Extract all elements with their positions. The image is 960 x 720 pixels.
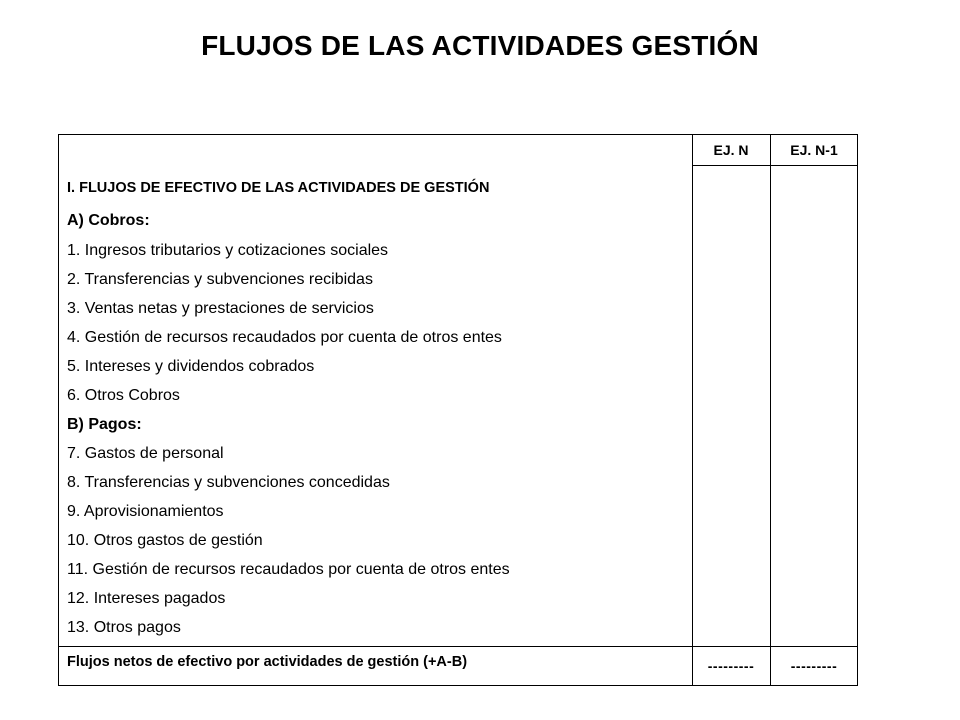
column-divider (770, 135, 771, 686)
row-item: 12. Intereses pagados (67, 590, 226, 607)
pagos-heading: B) Pagos: (67, 416, 142, 433)
row-item: 6. Otros Cobros (67, 387, 180, 404)
column-header-previous-year: EJ. N-1 (790, 142, 838, 158)
net-flow-current-value: --------- (707, 658, 755, 674)
row-item: 9. Aprovisionamientos (67, 503, 224, 520)
row-item: 5. Intereses y dividendos cobrados (67, 358, 315, 375)
row-item: 2. Transferencias y subvenciones recibidas (67, 271, 373, 288)
row-item: 3. Ventas netas y prestaciones de servicios (67, 300, 374, 317)
cobros-heading: A) Cobros: (67, 212, 150, 229)
row-item: 11. Gestión de recursos recaudados por cuenta de otros entes (67, 561, 510, 578)
column-divider (692, 135, 693, 686)
row-item: 7. Gastos de personal (67, 445, 224, 462)
total-divider (59, 646, 858, 647)
row-item: 4. Gestión de recursos recaudados por cuenta de otros entes (67, 329, 502, 346)
net-flow-label: Flujos netos de efectivo por actividades de gestión (+A-B) (67, 654, 468, 670)
net-flow-previous-value: --------- (790, 658, 838, 674)
header-divider (692, 165, 858, 166)
row-item: 1. Ingresos tributarios y cotizaciones sociales (67, 242, 389, 259)
section-heading: I. FLUJOS DE EFECTIVO DE LAS ACTIVIDADES DE GESTIÓN (67, 180, 490, 196)
row-item: 13. Otros pagos (67, 619, 181, 636)
row-item: 8. Transferencias y subvenciones concedidas (67, 474, 390, 491)
page-title: FLUJOS DE LAS ACTIVIDADES GESTIÓN (201, 30, 759, 61)
row-item: 10. Otros gastos de gestión (67, 532, 263, 549)
column-header-current-year: EJ. N (713, 142, 749, 158)
cash-flow-table (58, 134, 858, 686)
